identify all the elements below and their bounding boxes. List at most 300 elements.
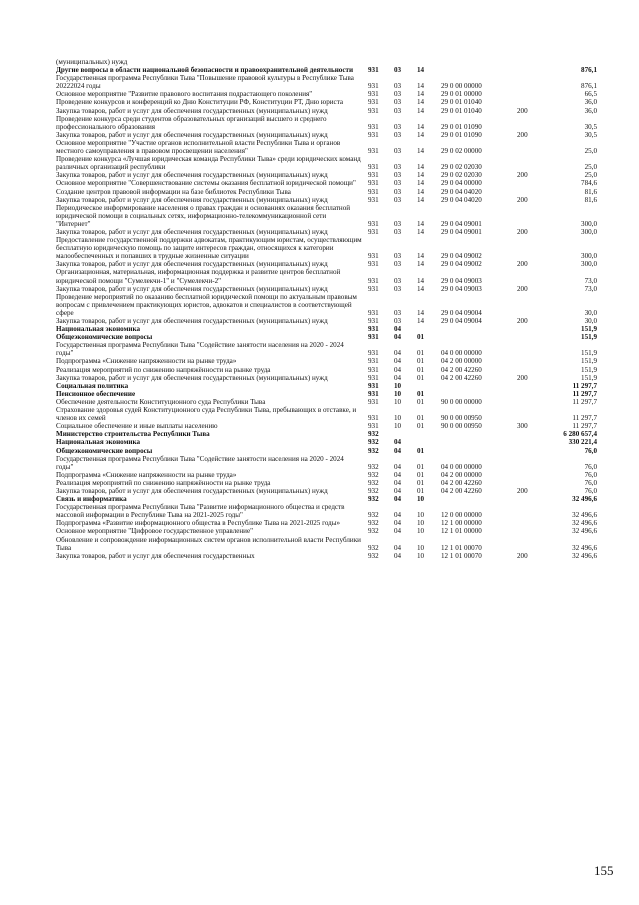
row-name: Подпрограмма «Развитие информационного общества в Республике Тыва на 2021-2025 годы» [56, 519, 341, 528]
row-target-article: 29 0 01 01090 [441, 130, 482, 139]
row-subsection-code: 14 [417, 66, 425, 75]
row-sum: 876,1 [581, 82, 597, 91]
row-gr-code: 931 [368, 308, 379, 317]
row-sum: 151,9 [581, 349, 597, 358]
row-sum: 151,9 [581, 365, 597, 374]
row-expense-type: 200 [517, 373, 528, 382]
row-expense-type: 200 [517, 130, 528, 139]
row-gr-code: 931 [368, 147, 379, 156]
row-gr-code: 931 [368, 130, 379, 139]
table-row [56, 398, 604, 406]
row-expense-type: 200 [517, 106, 528, 115]
row-name: Подпрограмма «Снижение напряженности на рынке труда» [56, 357, 237, 366]
row-name: Связь и информатика [56, 495, 127, 504]
row-name: Общеэкономические вопросы [56, 333, 153, 342]
table-row [56, 179, 604, 187]
row-section-code: 03 [394, 163, 402, 172]
table-row [56, 519, 604, 527]
row-sum: 300,0 [581, 227, 597, 236]
row-expense-type: 200 [517, 260, 528, 269]
row-section-code: 04 [394, 333, 402, 342]
table-row [56, 357, 604, 365]
row-name: Обновление и сопровождение информационных систем органов исполнительной власти Республики Тыва [56, 535, 361, 552]
row-target-article: 29 0 04 09003 [441, 284, 482, 293]
table-row [56, 422, 604, 430]
row-sum: 66,5 [584, 90, 597, 99]
row-name: Общеэкономические вопросы [56, 446, 153, 455]
table-row [56, 228, 604, 236]
row-subsection-code: 14 [417, 317, 425, 325]
row-section-code: 04 [394, 357, 402, 366]
row-sum: 30,0 [584, 308, 597, 317]
row-sum: 6 280 657,4 [563, 430, 597, 439]
row-target-article: 29 0 04 09003 [441, 276, 482, 285]
row-name: Реализация мероприятий по снижению напряжённости на рынке труда [56, 478, 271, 487]
row-subsection-code: 14 [417, 276, 425, 285]
row-subsection-code: 01 [417, 446, 425, 455]
table-row [56, 139, 604, 155]
row-subsection-code: 10 [417, 527, 425, 536]
row-subsection-code: 01 [417, 462, 425, 471]
row-target-article: 29 0 04 00000 [441, 179, 482, 188]
row-gr-code: 931 [368, 106, 379, 115]
row-target-article: 29 0 01 01090 [441, 122, 482, 131]
table-row [56, 293, 604, 317]
row-sum: 11 297,7 [572, 414, 597, 423]
row-subsection-code: 10 [417, 543, 425, 552]
row-subsection-code: 01 [417, 486, 425, 495]
row-sum: 73,0 [584, 284, 597, 293]
row-expense-type: 200 [517, 171, 528, 180]
row-gr-code: 931 [368, 195, 379, 204]
row-name: Государственная программа Республики Тыва "Повышение правовой культуры в Республике Тыва 20222024 годы [56, 74, 354, 91]
row-name: Проведение конкурса среди студентов образовательных организаций высшего и среднего профессионального образования [56, 114, 327, 131]
row-target-article: 12 1 01 00000 [441, 527, 482, 536]
table-row [56, 455, 604, 471]
table-row [56, 552, 604, 560]
table-row [56, 495, 604, 503]
table-row [56, 171, 604, 179]
row-section-code: 03 [394, 260, 402, 269]
row-sum: 32 496,6 [572, 527, 597, 536]
row-subsection-code: 14 [417, 147, 425, 156]
row-sum: 36,0 [584, 98, 597, 107]
row-sum: 73,0 [584, 276, 597, 285]
row-section-code: 03 [394, 179, 402, 188]
row-target-article: 90 0 00 00950 [441, 422, 482, 431]
table-row [56, 107, 604, 115]
row-name: Проведение конкурсов и конференций ко Дню Конституции РФ, Конституции РТ, Дню юриста [56, 98, 344, 107]
row-target-article: 04 2 00 42260 [441, 478, 482, 487]
row-gr-code: 932 [368, 438, 379, 447]
row-name: Периодическое информирование населения о правах граждан и основаниях оказания бесплатной юридической помощи в социальных сетях, информационно-телекоммуникационной сети "Интернет" [56, 203, 351, 228]
table-row [56, 196, 604, 204]
row-sum: 151,9 [581, 325, 597, 334]
row-sum: 32 496,6 [572, 551, 597, 560]
row-section-code: 03 [394, 252, 402, 261]
row-gr-code: 931 [368, 260, 379, 269]
row-name: Обеспечение деятельности Конституционного суда Республики Тыва [56, 397, 266, 406]
row-subsection-code: 01 [417, 389, 425, 398]
table-row [56, 374, 604, 382]
row-gr-code: 931 [368, 422, 379, 431]
row-target-article: 29 0 01 01040 [441, 98, 482, 107]
row-sum: 32 496,6 [572, 519, 597, 528]
row-expense-type: 300 [517, 422, 528, 431]
row-name: (муниципальных) нужд [56, 58, 128, 66]
row-sum: 30,5 [584, 130, 597, 139]
row-gr-code: 931 [368, 276, 379, 285]
row-subsection-code: 14 [417, 106, 425, 115]
row-gr-code: 932 [368, 430, 379, 439]
row-target-article: 29 0 00 00000 [441, 82, 482, 91]
row-name: Социальное обеспечение и иные выплаты населению [56, 422, 218, 431]
row-gr-code: 931 [368, 179, 379, 188]
row-name: Подпрограмма «Снижение напряженности на рынке труда» [56, 470, 237, 479]
row-sum: 76,0 [584, 478, 597, 487]
row-section-code: 03 [394, 219, 402, 228]
row-sum: 76,0 [584, 462, 597, 471]
row-gr-code: 932 [368, 486, 379, 495]
row-sum: 36,0 [584, 106, 597, 115]
row-gr-code: 931 [368, 82, 379, 91]
row-subsection-code: 14 [417, 227, 425, 236]
table-row [56, 438, 604, 446]
row-gr-code: 931 [368, 349, 379, 358]
row-target-article: 29 0 04 09001 [441, 219, 482, 228]
row-name: Создание центров правовой информации на базе библиотек Республики Тыва [56, 187, 291, 196]
row-section-code: 04 [394, 349, 402, 358]
row-target-article: 12 1 01 00070 [441, 551, 482, 560]
row-sum: 151,9 [581, 373, 597, 382]
row-target-article: 29 0 04 04020 [441, 187, 482, 196]
row-gr-code: 932 [368, 470, 379, 479]
row-gr-code: 931 [368, 373, 379, 382]
row-section-code: 04 [394, 462, 402, 471]
table-row [56, 390, 604, 398]
row-gr-code: 931 [368, 171, 379, 180]
row-target-article: 29 0 02 02030 [441, 171, 482, 180]
row-gr-code: 932 [368, 511, 379, 520]
row-expense-type: 200 [517, 551, 528, 560]
row-sum: 11 297,7 [572, 389, 597, 398]
row-gr-code: 932 [368, 446, 379, 455]
row-subsection-code: 14 [417, 82, 425, 91]
row-sum: 11 297,7 [572, 381, 597, 390]
row-sum: 76,0 [584, 486, 597, 495]
row-section-code: 10 [394, 397, 402, 406]
row-section-code: 03 [394, 227, 402, 236]
row-name: Пенсионное обеспечение [56, 389, 136, 398]
row-subsection-code: 14 [417, 260, 425, 269]
row-name: Закупка товаров, работ и услуг для обеспечения государственных (муниципальных) нужд [56, 227, 328, 236]
table-row [56, 536, 604, 552]
row-section-code: 03 [394, 106, 402, 115]
row-target-article: 12 1 00 00000 [441, 519, 482, 528]
row-sum: 151,9 [581, 357, 597, 366]
row-sum: 32 496,6 [572, 511, 597, 520]
row-subsection-code: 14 [417, 90, 425, 99]
row-name: Национальная экономика [56, 325, 141, 334]
row-section-code: 04 [394, 470, 402, 479]
row-target-article: 29 0 01 01040 [441, 106, 482, 115]
row-gr-code: 932 [368, 543, 379, 552]
table-row [56, 260, 604, 268]
row-section-code: 04 [394, 446, 402, 455]
table-row [56, 236, 604, 260]
row-section-code: 04 [394, 478, 402, 487]
row-section-code: 04 [394, 486, 402, 495]
row-section-code: 03 [394, 195, 402, 204]
row-sum: 25,0 [584, 163, 597, 172]
row-section-code: 04 [394, 438, 402, 447]
row-subsection-code: 14 [417, 130, 425, 139]
row-target-article: 12 1 01 00070 [441, 543, 482, 552]
row-section-code: 04 [394, 325, 402, 334]
row-section-code: 10 [394, 414, 402, 423]
table-row [56, 155, 604, 171]
row-section-code: 04 [394, 551, 402, 560]
row-section-code: 03 [394, 147, 402, 156]
row-sum: 25,0 [584, 147, 597, 156]
row-gr-code: 932 [368, 462, 379, 471]
row-subsection-code: 14 [417, 284, 425, 293]
row-name: Основное мероприятие "Участие органов исполнительной власти Республики Тыва и органов местного самоуправления в правовом просвещении населения" [56, 138, 341, 156]
row-gr-code: 931 [368, 98, 379, 107]
table-row [56, 341, 604, 357]
row-gr-code: 931 [368, 122, 379, 131]
row-gr-code: 931 [368, 397, 379, 406]
row-name: Закупка товаров, работ и услуг для обеспечения государственных (муниципальных) нужд [56, 486, 328, 495]
row-subsection-code: 14 [417, 171, 425, 180]
row-target-article: 12 0 00 00000 [441, 511, 482, 520]
row-name: Проведение мероприятий по оказанию бесплатной юридической помощи по актуальным правовым вопросам с привлечением практикующих юристов, адвокатов и специалистов в соответствующей сфере [56, 292, 357, 317]
row-section-code: 03 [394, 90, 402, 99]
row-expense-type: 200 [517, 227, 528, 236]
row-subsection-code: 10 [417, 551, 425, 560]
row-gr-code: 932 [368, 527, 379, 536]
row-sum: 11 297,7 [572, 397, 597, 406]
row-target-article: 04 2 00 42260 [441, 486, 482, 495]
row-target-article: 04 0 00 00000 [441, 349, 482, 358]
row-sum: 81,6 [584, 187, 597, 196]
table-row [56, 66, 604, 74]
row-sum: 300,0 [581, 252, 597, 261]
row-sum: 32 496,6 [572, 543, 597, 552]
row-gr-code: 931 [368, 163, 379, 172]
row-sum: 30,5 [584, 122, 597, 131]
row-subsection-code: 14 [417, 98, 425, 107]
row-subsection-code: 01 [417, 414, 425, 423]
table-row [56, 471, 604, 479]
row-gr-code: 931 [368, 381, 379, 390]
row-subsection-code: 01 [417, 373, 425, 382]
row-target-article: 29 0 01 00000 [441, 90, 482, 99]
row-name: Проведение конкурса «Лучшая юридическая команда Республики Тыва» среди юридических команд различных организаций республики [56, 155, 361, 172]
row-name: Закупка товаров, работ и услуг для обеспечения государственных (муниципальных) нужд [56, 130, 328, 139]
row-name: Государственная программа Республики Тыва "Содействие занятости населения на 2020 - 2024 годы" [56, 341, 344, 358]
row-target-article: 04 2 00 42260 [441, 365, 482, 374]
row-section-code: 10 [394, 389, 402, 398]
row-section-code: 04 [394, 373, 402, 382]
row-sum: 76,0 [584, 470, 597, 479]
row-section-code: 03 [394, 187, 402, 196]
row-subsection-code: 14 [417, 219, 425, 228]
table-row [56, 447, 604, 455]
row-sum: 300,0 [581, 219, 597, 228]
row-sum: 30,0 [584, 317, 597, 325]
row-name: Государственная программа Республики Тыва "Развитие информационного общества и средств массовой информации в Республике Тыва на 2021-2025 годы" [56, 503, 345, 520]
row-gr-code: 931 [368, 365, 379, 374]
row-subsection-code: 01 [417, 365, 425, 374]
table-row [56, 366, 604, 374]
row-section-code: 04 [394, 519, 402, 528]
table-row [56, 325, 604, 333]
row-subsection-code: 14 [417, 122, 425, 131]
row-target-article: 04 2 00 00000 [441, 470, 482, 479]
row-sum: 330 221,4 [568, 438, 597, 447]
row-subsection-code: 10 [417, 495, 425, 504]
row-target-article: 29 0 02 02030 [441, 163, 482, 172]
row-target-article: 29 0 02 00000 [441, 147, 482, 156]
table-row [56, 131, 604, 139]
row-sum: 32 496,6 [572, 495, 597, 504]
row-target-article: 04 2 00 00000 [441, 357, 482, 366]
row-subsection-code: 10 [417, 519, 425, 528]
row-name: Министерство строительства Республики Тыва [56, 430, 210, 439]
row-name: Страхование здоровья судей Конституционного суда Республики Тыва, пребывающих в отставке, и членов их семей [56, 406, 357, 423]
row-target-article: 29 0 04 09001 [441, 227, 482, 236]
row-expense-type: 200 [517, 317, 528, 325]
row-subsection-code: 14 [417, 179, 425, 188]
row-name: Основное мероприятие "Цифровое государственное управление" [56, 527, 254, 536]
row-section-code: 03 [394, 122, 402, 131]
row-gr-code: 932 [368, 478, 379, 487]
table-row [56, 188, 604, 196]
row-target-article: 29 0 04 09004 [441, 308, 482, 317]
row-name: Социальная политика [56, 381, 129, 390]
row-gr-code: 931 [368, 187, 379, 196]
row-name: Организационная, материальная, информационная поддержка и развитие центров бесплатной юридической помощи "Сумелекчи-1" и "Сумелекчи-2" [56, 268, 341, 285]
row-target-article: 04 2 00 42260 [441, 373, 482, 382]
row-section-code: 03 [394, 82, 402, 91]
table-row [56, 268, 604, 284]
row-target-article: 29 0 04 04020 [441, 195, 482, 204]
row-subsection-code: 14 [417, 252, 425, 261]
row-sum: 784,6 [581, 179, 597, 188]
row-subsection-code: 01 [417, 422, 425, 431]
page-number: 155 [594, 863, 614, 878]
table-row [56, 430, 604, 438]
table-row [56, 317, 604, 325]
row-subsection-code: 14 [417, 187, 425, 196]
row-name: Закупка товаров, работ и услуг для обеспечения государственных (муниципальных) нужд [56, 284, 328, 293]
row-name: Национальная экономика [56, 438, 141, 447]
row-gr-code: 931 [368, 90, 379, 99]
table-row [56, 382, 604, 390]
row-subsection-code: 10 [417, 511, 425, 520]
row-target-article: 29 0 04 09002 [441, 252, 482, 261]
row-sum: 151,9 [581, 333, 597, 342]
row-name: Закупка товаров, работ и услуг для обеспечения государственных (муниципальных) нужд [56, 260, 328, 269]
row-section-code: 03 [394, 98, 402, 107]
row-name: Другие вопросы в области национальной безопасности и правоохранительной деятельности [56, 66, 354, 75]
row-section-code: 10 [394, 422, 402, 431]
table-row [56, 98, 604, 106]
row-sum: 11 297,7 [572, 422, 597, 431]
row-section-code: 10 [394, 381, 402, 390]
row-name: Закупка товаров, работ и услуг для обеспечения государственных (муниципальных) нужд [56, 195, 328, 204]
row-subsection-code: 01 [417, 470, 425, 479]
row-sum: 876,1 [581, 66, 597, 75]
row-gr-code: 931 [368, 325, 379, 334]
row-section-code: 04 [394, 527, 402, 536]
row-section-code: 03 [394, 276, 402, 285]
row-subsection-code: 01 [417, 349, 425, 358]
row-gr-code: 931 [368, 333, 379, 342]
row-name: Государственная программа Республики Тыва "Содействие занятости населения на 2020 - 2024 годы" [56, 454, 344, 471]
row-name: Закупка товаров, работ и услуг для обеспечения государственных (муниципальных) нужд [56, 317, 328, 325]
row-section-code: 04 [394, 511, 402, 520]
row-subsection-code: 01 [417, 357, 425, 366]
row-gr-code: 931 [368, 252, 379, 261]
row-subsection-code: 14 [417, 163, 425, 172]
row-gr-code: 931 [368, 284, 379, 293]
row-subsection-code: 01 [417, 478, 425, 487]
row-gr-code: 931 [368, 66, 379, 75]
row-subsection-code: 14 [417, 308, 425, 317]
row-target-article: 29 0 04 09002 [441, 260, 482, 269]
row-gr-code: 932 [368, 551, 379, 560]
row-name: Предоставление государственной поддержки адвокатам, практикующим юристам, осуществляющим бесплатную юридическую помощь по защите интересов граждан, относящихся к категории малообеспеченных и попавших в трудные жизненные ситуации [56, 236, 362, 261]
row-expense-type: 200 [517, 486, 528, 495]
row-name: Закупка товаров, работ и услуг для обеспечения государственных (муниципальных) нужд [56, 106, 328, 115]
row-name: Основное мероприятие "Развитие правового воспитания подрастающего поколения" [56, 90, 313, 99]
table-row [56, 333, 604, 341]
row-expense-type: 200 [517, 195, 528, 204]
table-row [56, 58, 604, 66]
table-row [56, 487, 604, 495]
row-section-code: 03 [394, 130, 402, 139]
row-target-article: 04 0 00 00000 [441, 462, 482, 471]
row-gr-code: 931 [368, 389, 379, 398]
row-subsection-code: 01 [417, 397, 425, 406]
table-row [56, 115, 604, 131]
row-sum: 25,0 [584, 171, 597, 180]
row-target-article: 90 0 00 00950 [441, 414, 482, 423]
row-subsection-code: 01 [417, 333, 425, 342]
row-sum: 81,6 [584, 195, 597, 204]
table-row [56, 527, 604, 535]
row-gr-code: 931 [368, 357, 379, 366]
budget-table [56, 58, 604, 560]
row-section-code: 04 [394, 365, 402, 374]
table-row [56, 90, 604, 98]
row-section-code: 03 [394, 308, 402, 317]
row-gr-code: 931 [368, 317, 379, 325]
row-section-code: 04 [394, 543, 402, 552]
row-target-article: 90 0 00 00000 [441, 397, 482, 406]
row-gr-code: 932 [368, 495, 379, 504]
table-row [56, 74, 604, 90]
row-target-article: 29 0 04 09004 [441, 317, 482, 325]
table-row [56, 285, 604, 293]
row-name: Закупка товаров, работ и услуг для обеспечения государственных (муниципальных) нужд [56, 171, 328, 180]
row-section-code: 03 [394, 317, 402, 325]
table-row [56, 479, 604, 487]
row-subsection-code: 14 [417, 195, 425, 204]
row-name: Закупка товаров, работ и услуг для обеспечения государственных (муниципальных) нужд [56, 373, 328, 382]
